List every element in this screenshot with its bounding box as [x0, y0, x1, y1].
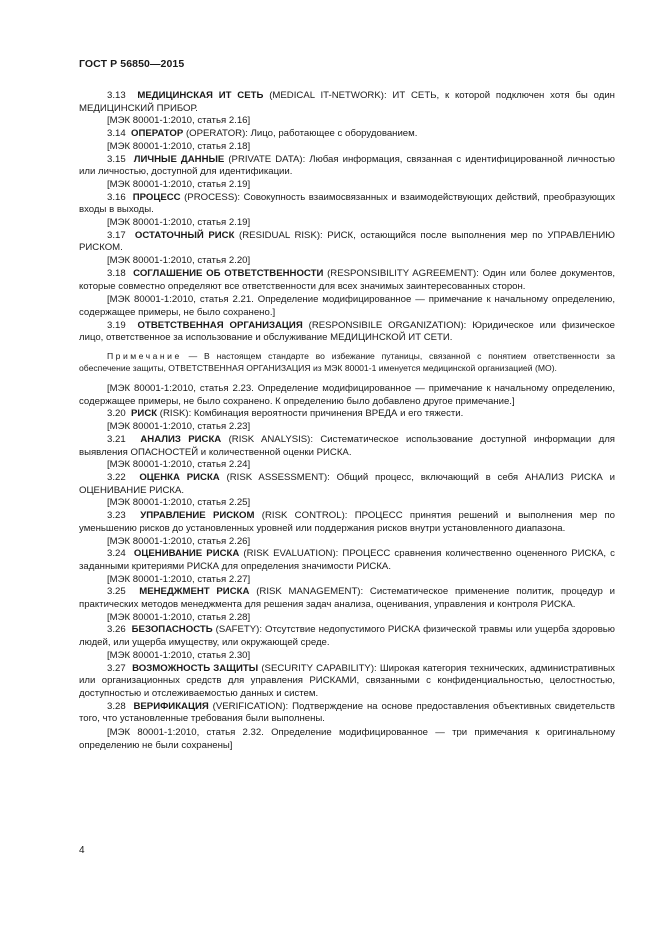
definition-text: (RISK ANALYSIS): Систематическое использование доступной информации для выявления ОПАСНОСТЕЙ и количественной оценки РИСКА.: [79, 433, 615, 458]
reference: [МЭК 80001-1:2010, статья 2.23. Определение модифицированное — примечание к начальному определению, содержащее примеры, не было сохранено. К определению было добавлено другое примечание.]: [79, 383, 615, 407]
definition-text: (RISK MANAGEMENT): Систематическое применение политик, процедур и практических методов менеджмента для решения задач анализа, оценивания, управления и контроля РИСКА.: [79, 586, 615, 611]
clause-number: 3.16: [107, 191, 126, 203]
term: ОЦЕНКА РИСКА: [139, 471, 220, 483]
definition-text: (RISK EVALUATION): ПРОЦЕСС сравнения количественно оцененного РИСКА, с заданными критериями РИСКА для определения значимости РИСКА.: [79, 548, 615, 572]
definition-text: (VERIFICATION): Подтверждение на основе предоставления объективных свидетельств того, что установленные требования были выполнены.: [79, 700, 615, 725]
term: ПРОЦЕСС: [132, 191, 181, 203]
term: РИСК: [131, 408, 158, 420]
definition-3-27: [79, 663, 615, 701]
definition-text: (MEDICAL IT-NETWORK): ИТ СЕТЬ, к которой подключен хотя бы один МЕДИЦИНСКИЙ ПРИБОР.: [79, 90, 615, 114]
term: АНАЛИЗ РИСКА: [140, 433, 222, 445]
definition-3-21: [79, 434, 615, 459]
term: МЕНЕДЖМЕНТ РИСКА: [139, 586, 250, 598]
clause-number: 3.17: [107, 229, 126, 241]
reference: [МЭК 80001-1:2010, статья 2.20]: [107, 255, 251, 267]
reference: [МЭК 80001-1:2010, статья 2.21. Определение модифицированное — примечание к начальному определению, содержащее примеры, не было сохранено.]: [79, 294, 615, 318]
definition-text: (SECURITY CAPABILITY): Широкая категория технических, административных или организационных средств для управления РИСКАМИ, связанными с конфиденциальностью, целостностью, доступностью и отслеживаемостью данных и систем.: [79, 662, 615, 699]
term: ОТВЕТСТВЕННАЯ ОРГАНИЗАЦИЯ: [137, 319, 303, 331]
reference: [МЭК 80001-1:2010, статья 2.24]: [107, 459, 251, 471]
definition-3-26: [79, 624, 615, 649]
reference: [МЭК 80001-1:2010, статья 2.32. Определение модифицированное — три примечания к оригинальному определению не были сохранены]: [79, 727, 615, 751]
clause-number: 3.13: [107, 90, 126, 101]
definition-text: (OPERATOR): Лицо, работающее с оборудованием.: [183, 128, 418, 140]
clause-number: 3.15: [107, 153, 126, 165]
definition-text: (RISK ASSESSMENT): Общий процесс, включающий в себя АНАЛИЗ РИСКА и ОЦЕНИВАНИЕ РИСКА.: [79, 471, 615, 496]
clause-number: 3.27: [107, 662, 126, 674]
note-label: Примечание: [107, 351, 182, 362]
definition-3-23: [79, 510, 615, 535]
definition-3-19: [79, 320, 615, 345]
document-body: [79, 90, 615, 752]
definition-text: (RISK): Комбинация вероятности причинения ВРЕДА и его тяжести.: [157, 408, 464, 420]
reference: [МЭК 80001-1:2010, статья 2.30]: [107, 649, 251, 661]
clause-number: 3.19: [107, 319, 126, 331]
term: МЕДИЦИНСКАЯ ИТ СЕТЬ: [137, 90, 264, 101]
reference: [МЭК 80001-1:2010, статья 2.16]: [107, 115, 251, 127]
clause-number: 3.24: [107, 548, 126, 560]
reference: [МЭК 80001-1:2010, статья 2.26]: [107, 535, 251, 547]
reference: [МЭК 80001-1:2010, статья 2.18]: [107, 140, 251, 152]
definition-3-24: [79, 548, 615, 573]
definition-text: (RESPONSIBILITY AGREEMENT): Один или более документов, которые совместно определяют все ответственности для всех значимых заинтересованных сторон.: [79, 267, 615, 292]
definition-text: (SAFETY): Отсутствие недопустимого РИСКА физической травмы или ущерба здоровью людей, или ущерба имуществу, или окружающей среде.: [79, 624, 615, 649]
definition-3-16: [79, 192, 615, 217]
document-code: ГОСТ Р 56850—2015: [79, 58, 185, 70]
definition-text: (RESPONSIBILE ORGANIZATION): Юридическое или физическое лицо, ответственное за использование и обслуживание МЕДИЦИНСКОЙ ИТ СЕТИ.: [79, 319, 615, 344]
clause-number: 3.18: [107, 267, 126, 279]
reference: [МЭК 80001-1:2010, статья 2.23]: [107, 421, 251, 433]
definition-3-18: [79, 268, 615, 293]
definition-3-13: [79, 90, 615, 115]
definition-3-20: [79, 408, 615, 421]
definition-3-28: [79, 701, 615, 726]
clause-number: 3.14: [107, 128, 126, 140]
clause-number: 3.26: [107, 624, 126, 636]
definition-text: (PROCESS): Совокупность взаимосвязанных и взаимодействующих действий, преобразующих входы в выходы.: [79, 191, 615, 216]
reference: [МЭК 80001-1:2010, статья 2.25]: [107, 497, 251, 509]
definition-text: (RESIDUAL RISK): РИСК, остающийся после выполнения мер по УПРАВЛЕНИЮ РИСКОМ.: [79, 229, 615, 254]
term: СОГЛАШЕНИЕ ОБ ОТВЕТСТВЕННОСТИ: [133, 267, 324, 279]
definition-3-17: [79, 230, 615, 255]
term: ВОЗМОЖНОСТЬ ЗАЩИТЫ: [132, 662, 259, 674]
definition-3-22: [79, 472, 615, 497]
definition-text: (PRIVATE DATA): Любая информация, связанная с идентифицированной личностью или личностью, доступной для идентификации.: [79, 153, 615, 178]
term: ОЦЕНИВАНИЕ РИСКА: [133, 548, 240, 560]
definition-3-15: [79, 154, 615, 179]
definition-text: (RISK CONTROL): ПРОЦЕСС принятия решений и выполнения мер по уменьшению рисков до установленных уровней или поддержания рисков внутри установленного диапазона.: [79, 510, 615, 534]
term: ВЕРИФИКАЦИЯ: [133, 700, 209, 712]
clause-number: 3.20: [107, 408, 126, 420]
definition-3-25: [79, 586, 615, 611]
clause-number: 3.23: [107, 510, 126, 522]
term: ОПЕРАТОР: [131, 128, 184, 140]
term: БЕЗОПАСНОСТЬ: [131, 624, 213, 636]
page-number: 4: [79, 845, 85, 856]
term: ЛИЧНЫЕ ДАННЫЕ: [133, 153, 225, 165]
clause-number: 3.28: [107, 700, 126, 712]
term: УПРАВЛЕНИЕ РИСКОМ: [140, 510, 255, 522]
note: [79, 351, 615, 374]
reference: [МЭК 80001-1:2010, статья 2.27]: [107, 573, 251, 585]
clause-number: 3.22: [107, 471, 126, 483]
note-text: — В настоящем стандарте во избежание путаницы, связанной с понятием ответственности за обеспечение защиты, ОТВЕТСТВЕННАЯ ОРГАНИЗАЦИЯ из МЭК 80001-1 именуется медицинской организацией (МО).: [79, 351, 615, 373]
definition-3-14: [79, 128, 615, 141]
clause-number: 3.21: [107, 433, 126, 445]
reference: [МЭК 80001-1:2010, статья 2.28]: [107, 611, 251, 623]
reference: [МЭК 80001-1:2010, статья 2.19]: [107, 217, 251, 229]
clause-number: 3.25: [107, 586, 126, 598]
term: ОСТАТОЧНЫЙ РИСК: [134, 229, 235, 241]
reference: [МЭК 80001-1:2010, статья 2.19]: [107, 178, 251, 190]
